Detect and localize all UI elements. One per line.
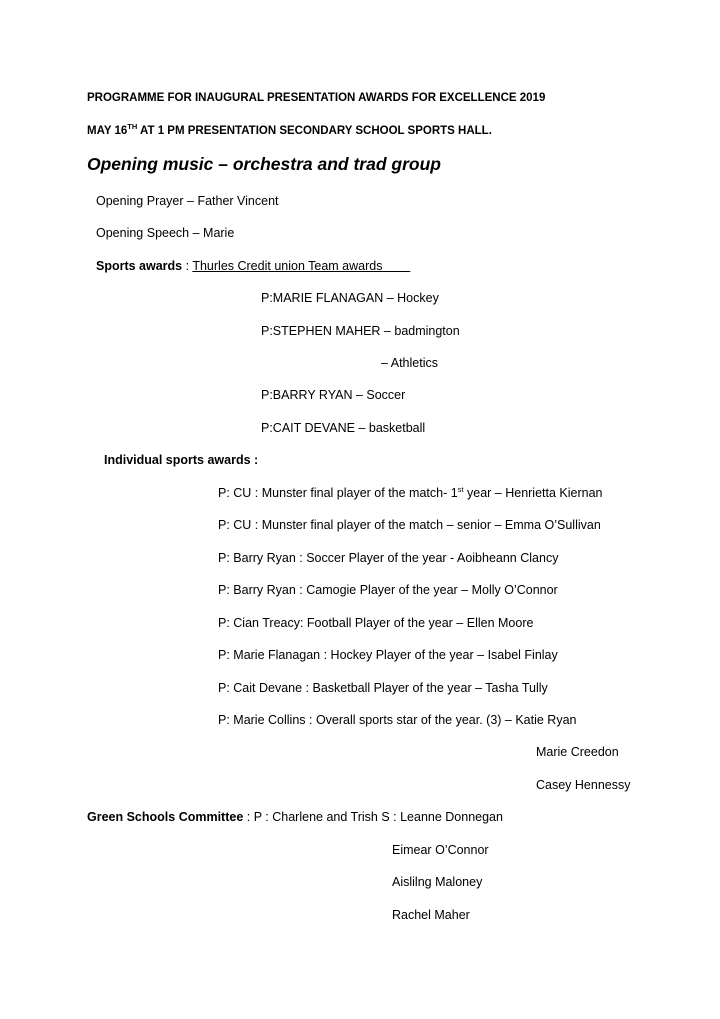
individual-award-item: P: Marie Flanagan : Hockey Player of the year – Isabel Finlay <box>218 648 558 662</box>
individual-award-item <box>218 485 603 501</box>
individual-awards-label: Individual sports awards : <box>104 453 259 467</box>
individual-award-item: P: Marie Collins : Overall sports star of the year. (3) – Katie Ryan <box>218 713 577 727</box>
extra-winner-name: Marie Creedon <box>536 745 619 759</box>
individual-award-item: P: Cait Devane : Basketball Player of the year – Tasha Tully <box>218 681 548 695</box>
committee-member-name: Aislilng Maloney <box>392 875 483 889</box>
committee-member-name: Rachel Maher <box>392 908 470 922</box>
green-schools-line <box>87 809 503 825</box>
event-date-venue <box>87 123 492 139</box>
team-award-item: P:STEPHEN MAHER – badmington <box>261 324 460 338</box>
sports-awards-line <box>96 258 410 274</box>
team-award-item: P:MARIE FLANAGAN – Hockey <box>261 291 439 305</box>
date-prefix: MAY 16 <box>87 125 128 137</box>
individual-award-item: P: Cian Treacy: Football Player of the year – Ellen Moore <box>218 616 534 630</box>
extra-winner-name: Casey Hennessy <box>536 778 631 792</box>
opening-music-heading: Opening music – orchestra and trad group <box>87 154 441 174</box>
individual-award-item: P: CU : Munster final player of the match – senior – Emma O’Sullivan <box>218 518 601 532</box>
sports-awards-separator: : <box>182 259 193 273</box>
opening-speech: Opening Speech – Marie <box>96 226 235 240</box>
team-award-item: P:BARRY RYAN – Soccer <box>261 388 406 402</box>
award-winner: year – Henrietta Kiernan <box>463 486 603 500</box>
sports-awards-sponsor: Thurles Credit union Team awards <box>192 259 411 273</box>
award-superscript: st <box>457 484 464 494</box>
individual-award-item: P: Barry Ryan : Soccer Player of the year - Aoibheann Clancy <box>218 551 559 565</box>
green-schools-label: Green Schools Committee <box>87 810 244 824</box>
date-venue: AT 1 PM PRESENTATION SECONDARY SCHOOL SPORTS HALL. <box>137 125 492 137</box>
green-schools-text: : P : Charlene and Trish S : Leanne Donnegan <box>243 810 503 824</box>
award-text: P: CU : Munster final player of the match- 1 <box>218 486 458 500</box>
team-award-item: P:CAIT DEVANE – basketball <box>261 421 426 435</box>
committee-member-name: Eimear O’Connor <box>392 843 489 857</box>
team-award-item: – Athletics <box>381 356 438 370</box>
individual-award-item: P: Barry Ryan : Camogie Player of the year – Molly O’Connor <box>218 583 558 597</box>
date-superscript: TH <box>127 122 138 132</box>
sports-awards-label: Sports awards <box>96 259 183 273</box>
opening-prayer: Opening Prayer – Father Vincent <box>96 194 279 208</box>
programme-title: PROGRAMME FOR INAUGURAL PRESENTATION AWARDS FOR EXCELLENCE 2019 <box>87 92 546 104</box>
